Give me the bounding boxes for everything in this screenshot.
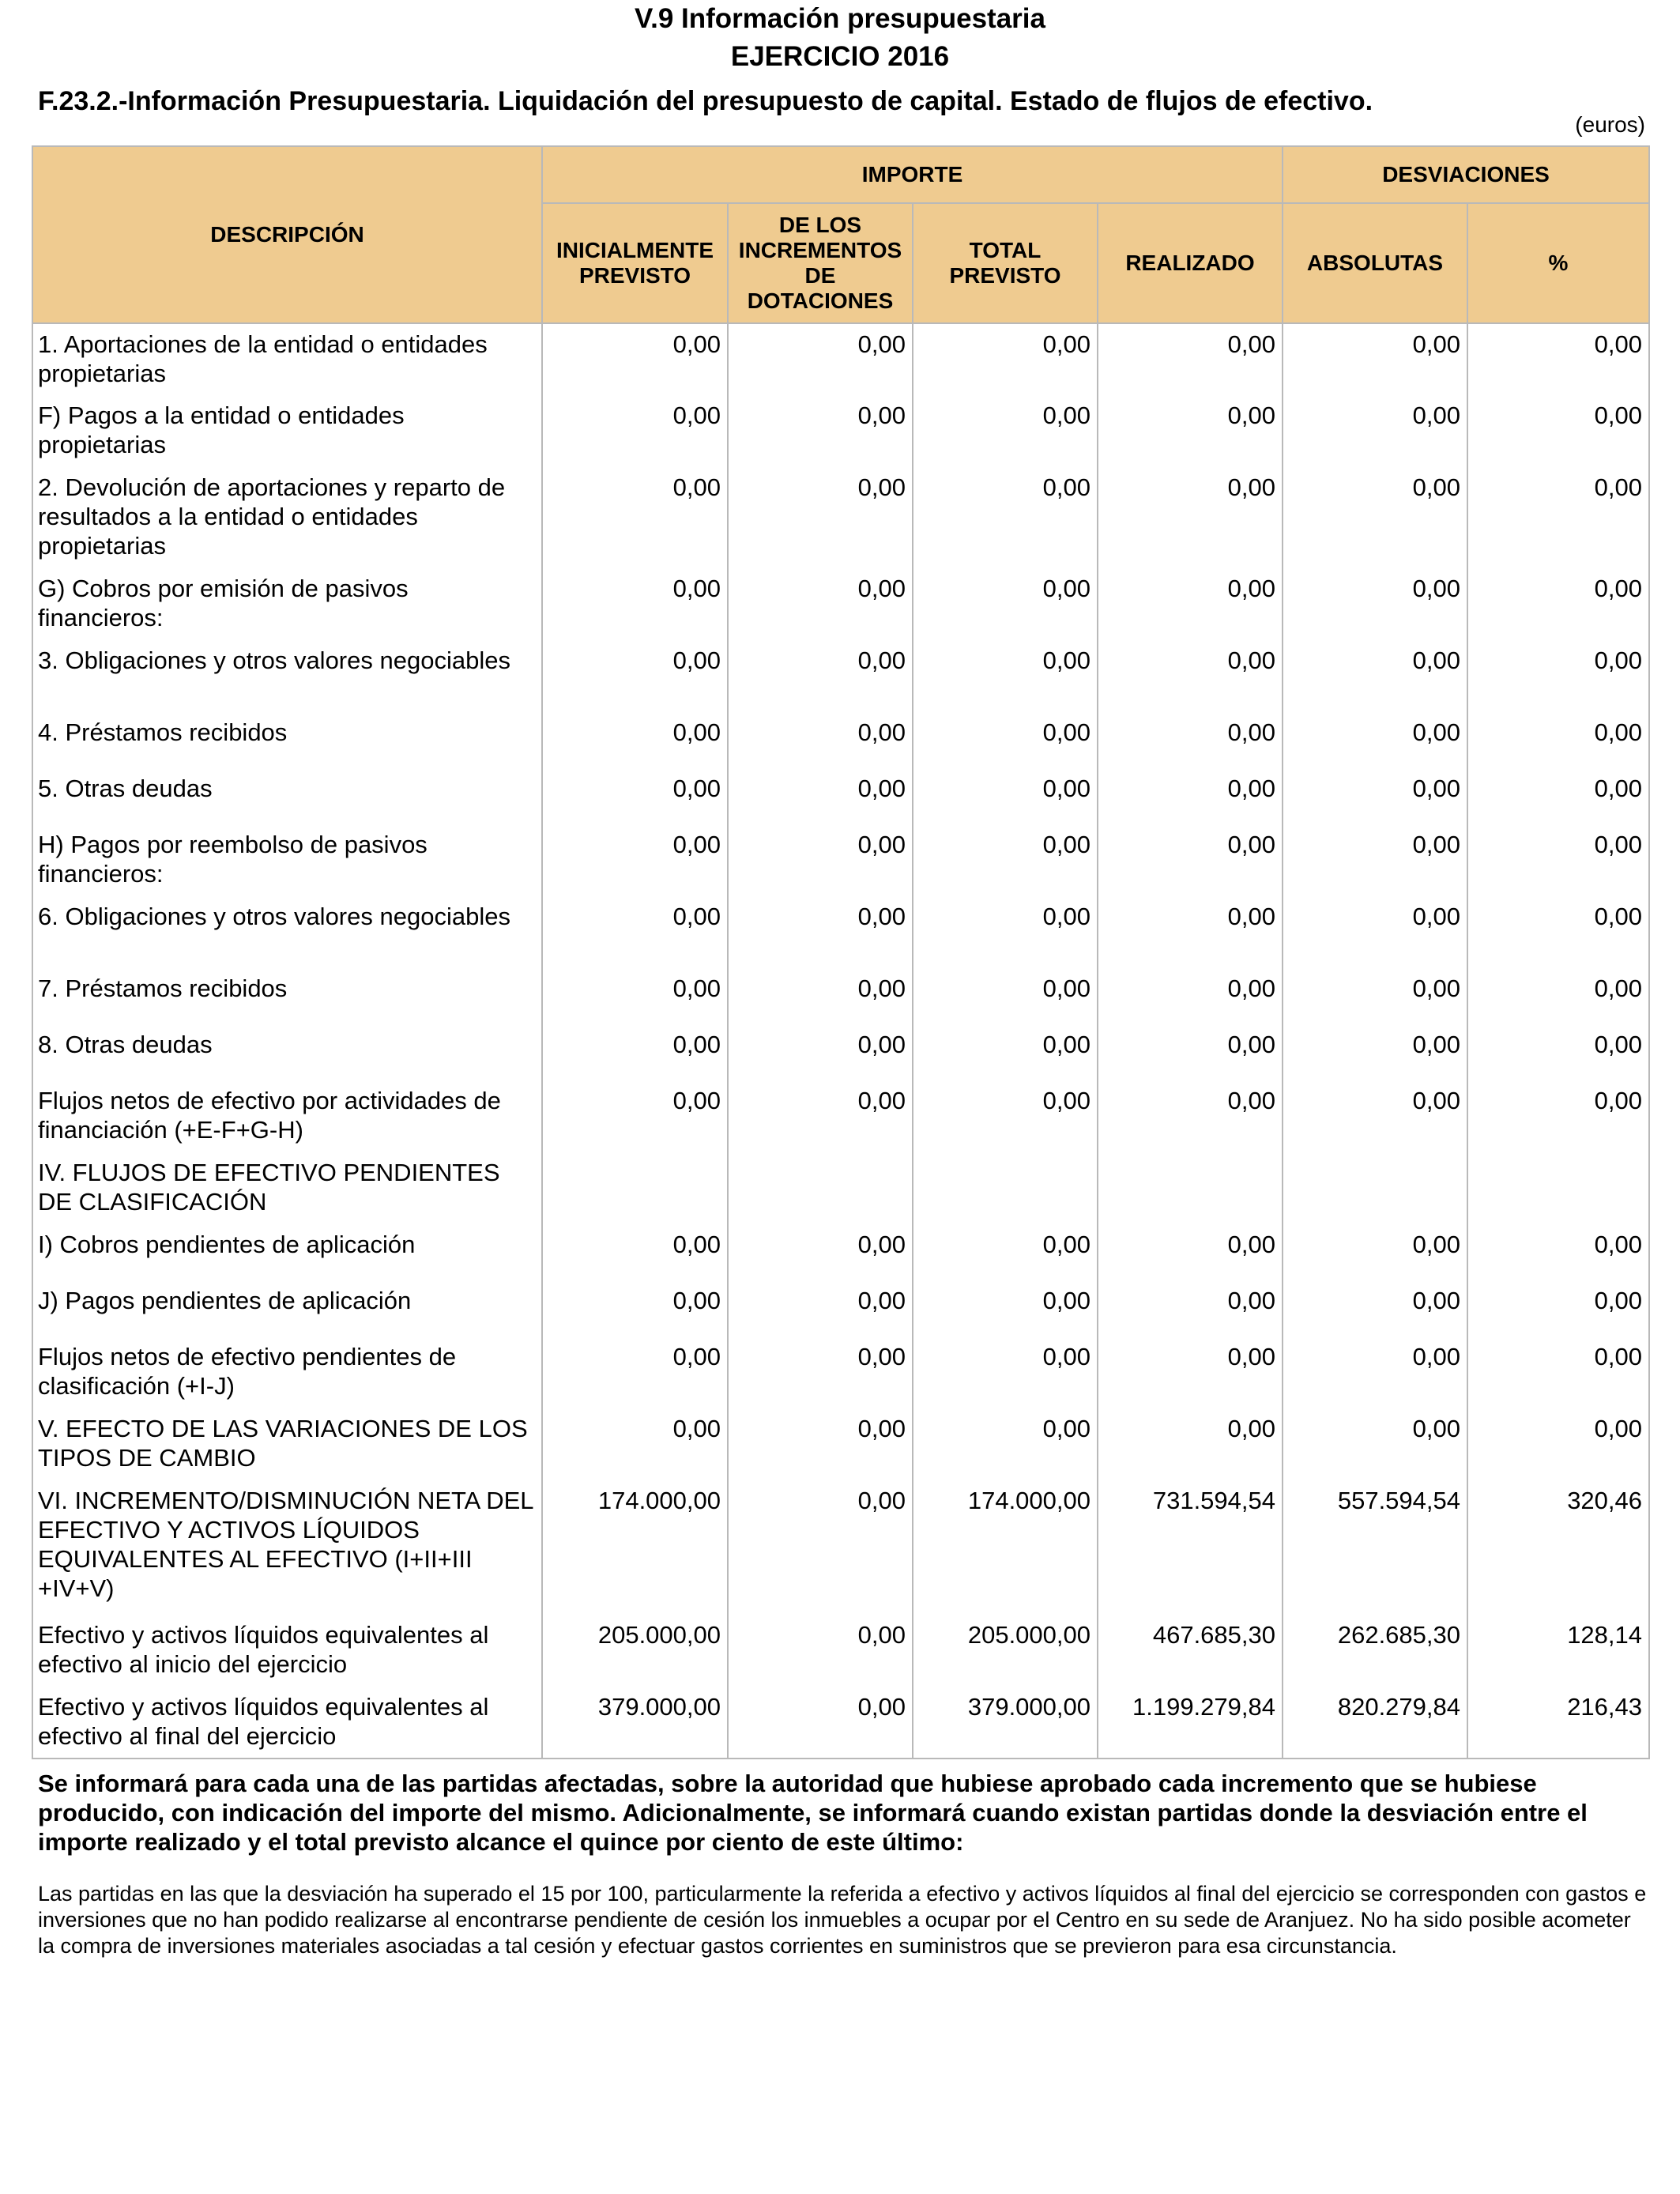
row-value: 0,00 — [1098, 1280, 1283, 1336]
row-value: 0,00 — [913, 467, 1098, 568]
table-row — [32, 1615, 1649, 1687]
row-value: 0,00 — [728, 467, 913, 568]
row-description: H) Pagos por reembolso de pasivos financieros: — [32, 824, 542, 896]
row-value: 0,00 — [1467, 1024, 1649, 1080]
row-value: 0,00 — [1283, 768, 1467, 824]
row-value: 557.594,54 — [1283, 1480, 1467, 1615]
row-value — [1467, 1152, 1649, 1224]
row-value: 0,00 — [1098, 768, 1283, 824]
table-row — [32, 1480, 1649, 1615]
row-description: J) Pagos pendientes de aplicación — [32, 1280, 542, 1336]
col-header-incrementos: DE LOS INCREMENTOS DE DOTACIONES — [728, 203, 913, 323]
row-value: 0,00 — [728, 824, 913, 896]
row-value: 0,00 — [1283, 1336, 1467, 1408]
table-row — [32, 824, 1649, 896]
row-value: 0,00 — [1467, 896, 1649, 968]
row-value: 0,00 — [728, 1615, 913, 1687]
row-value: 0,00 — [913, 712, 1098, 768]
currency-unit: (euros) — [1575, 112, 1645, 137]
col-header-realizado: REALIZADO — [1098, 203, 1283, 323]
row-description: Flujos netos de efectivo por actividades de financiación (+E-F+G-H) — [32, 1080, 542, 1152]
col-header-total-previsto: TOTAL PREVISTO — [913, 203, 1098, 323]
row-value: 320,46 — [1467, 1480, 1649, 1615]
row-value: 0,00 — [1098, 896, 1283, 968]
row-value: 0,00 — [913, 1280, 1098, 1336]
row-value: 0,00 — [913, 768, 1098, 824]
row-value: 0,00 — [1283, 395, 1467, 467]
row-value: 0,00 — [542, 1408, 728, 1480]
row-value: 0,00 — [728, 968, 913, 1024]
row-value: 0,00 — [728, 1687, 913, 1759]
row-value: 1.199.279,84 — [1098, 1687, 1283, 1759]
row-value: 0,00 — [1098, 968, 1283, 1024]
row-value: 0,00 — [542, 1336, 728, 1408]
row-description: 3. Obligaciones y otros valores negociables — [32, 640, 542, 712]
row-value: 0,00 — [1467, 1408, 1649, 1480]
row-value: 0,00 — [913, 640, 1098, 712]
row-value: 0,00 — [1283, 1024, 1467, 1080]
row-value: 0,00 — [1098, 824, 1283, 896]
row-value: 0,00 — [1098, 1024, 1283, 1080]
row-description: I) Cobros pendientes de aplicación — [32, 1224, 542, 1280]
col-header-percent: % — [1467, 203, 1649, 323]
row-description: 7. Préstamos recibidos — [32, 968, 542, 1024]
row-value: 128,14 — [1467, 1615, 1649, 1687]
row-value: 0,00 — [1098, 323, 1283, 395]
row-value: 0,00 — [728, 1336, 913, 1408]
row-description: Flujos netos de efectivo pendientes de clasificación (+I-J) — [32, 1336, 542, 1408]
row-value: 0,00 — [542, 1224, 728, 1280]
row-value: 0,00 — [1098, 1080, 1283, 1152]
row-value: 0,00 — [1467, 467, 1649, 568]
row-value: 0,00 — [542, 824, 728, 896]
table-row — [32, 968, 1649, 1024]
row-value — [1098, 1152, 1283, 1224]
row-value: 0,00 — [1467, 1336, 1649, 1408]
table-row — [32, 395, 1649, 467]
row-value: 0,00 — [1098, 1336, 1283, 1408]
row-description: 2. Devolución de aportaciones y reparto de resultados a la entidad o entidades propietarias — [32, 467, 542, 568]
table-row — [32, 1152, 1649, 1224]
row-value: 0,00 — [728, 395, 913, 467]
row-value: 0,00 — [728, 768, 913, 824]
col-header-absolutas: ABSOLUTAS — [1283, 203, 1467, 323]
row-value: 0,00 — [728, 1280, 913, 1336]
row-value: 0,00 — [913, 824, 1098, 896]
row-value: 731.594,54 — [1098, 1480, 1283, 1615]
table-row — [32, 1280, 1649, 1336]
section-title: V.9 Información presupuestaria — [635, 3, 1045, 34]
row-value: 0,00 — [1098, 568, 1283, 640]
row-value: 205.000,00 — [913, 1615, 1098, 1687]
row-value: 379.000,00 — [542, 1687, 728, 1759]
row-value: 0,00 — [728, 896, 913, 968]
table-row — [32, 640, 1649, 712]
row-value: 0,00 — [913, 323, 1098, 395]
row-description: Efectivo y activos líquidos equivalentes al efectivo al inicio del ejercicio — [32, 1615, 542, 1687]
row-value: 0,00 — [1283, 824, 1467, 896]
row-value — [913, 1152, 1098, 1224]
row-value: 0,00 — [728, 712, 913, 768]
row-value: 0,00 — [1467, 1080, 1649, 1152]
row-value: 0,00 — [1467, 640, 1649, 712]
row-value: 262.685,30 — [1283, 1615, 1467, 1687]
table-row — [32, 768, 1649, 824]
row-value: 0,00 — [1283, 1080, 1467, 1152]
row-value: 0,00 — [542, 768, 728, 824]
row-description: G) Cobros por emisión de pasivos financieros: — [32, 568, 542, 640]
row-value: 205.000,00 — [542, 1615, 728, 1687]
row-value: 0,00 — [913, 896, 1098, 968]
row-value: 0,00 — [542, 1024, 728, 1080]
row-description: Efectivo y activos líquidos equivalentes al efectivo al final del ejercicio — [32, 1687, 542, 1759]
table-row — [32, 1336, 1649, 1408]
row-value: 0,00 — [913, 1336, 1098, 1408]
row-value: 0,00 — [1467, 1224, 1649, 1280]
row-value: 174.000,00 — [913, 1480, 1098, 1615]
table-row — [32, 712, 1649, 768]
row-description: V. EFECTO DE LAS VARIACIONES DE LOS TIPOS DE CAMBIO — [32, 1408, 542, 1480]
row-value: 0,00 — [728, 323, 913, 395]
row-value: 0,00 — [542, 640, 728, 712]
row-value: 0,00 — [728, 1224, 913, 1280]
table-row — [32, 323, 1649, 395]
row-description: 1. Aportaciones de la entidad o entidades propietarias — [32, 323, 542, 395]
row-value: 0,00 — [1283, 568, 1467, 640]
row-value: 0,00 — [1467, 1280, 1649, 1336]
row-value: 174.000,00 — [542, 1480, 728, 1615]
col-header-description: DESCRIPCIÓN — [32, 146, 542, 323]
table-row — [32, 1024, 1649, 1080]
row-value: 0,00 — [542, 568, 728, 640]
row-description: 5. Otras deudas — [32, 768, 542, 824]
row-value: 0,00 — [1283, 712, 1467, 768]
row-value: 0,00 — [1467, 323, 1649, 395]
table-body — [32, 323, 1649, 1759]
row-value: 0,00 — [728, 1480, 913, 1615]
row-value: 0,00 — [728, 1024, 913, 1080]
row-value — [728, 1152, 913, 1224]
row-value: 0,00 — [913, 1080, 1098, 1152]
group-header-importe: IMPORTE — [542, 146, 1283, 203]
row-value: 0,00 — [1098, 395, 1283, 467]
row-value: 0,00 — [1283, 1224, 1467, 1280]
fiscal-year-title: EJERCICIO 2016 — [730, 41, 950, 72]
row-value: 0,00 — [913, 1024, 1098, 1080]
row-value: 0,00 — [1467, 568, 1649, 640]
row-value: 0,00 — [1098, 640, 1283, 712]
row-description: 4. Préstamos recibidos — [32, 712, 542, 768]
row-description: F) Pagos a la entidad o entidades propietarias — [32, 395, 542, 467]
row-value: 0,00 — [728, 640, 913, 712]
instruction-note: Se informará para cada una de las partidas afectadas, sobre la autoridad que hubiese aprobado cada incremento que se hubiese producido, con indicación del importe del mismo. Adicionalmente, se informará cuando existan partidas donde la desviación entre el importe realizado y el total previsto alcance el quince por ciento de este último: — [38, 1770, 1588, 1856]
row-description: 6. Obligaciones y otros valores negociables — [32, 896, 542, 968]
row-value: 0,00 — [1283, 467, 1467, 568]
row-value: 0,00 — [1283, 1280, 1467, 1336]
row-value: 0,00 — [1283, 1408, 1467, 1480]
row-value: 216,43 — [1467, 1687, 1649, 1759]
table-row — [32, 1408, 1649, 1480]
row-description: VI. INCREMENTO/DISMINUCIÓN NETA DEL EFECTIVO Y ACTIVOS LÍQUIDOS EQUIVALENTES AL EFECTIVO (I+II+III +IV+V) — [32, 1480, 542, 1615]
table-row — [32, 1224, 1649, 1280]
row-value: 0,00 — [1467, 768, 1649, 824]
row-value: 820.279,84 — [1283, 1687, 1467, 1759]
cash-flow-table — [32, 145, 1650, 1759]
row-value: 0,00 — [542, 323, 728, 395]
row-value: 0,00 — [1283, 968, 1467, 1024]
row-value: 0,00 — [1283, 323, 1467, 395]
row-value — [1283, 1152, 1467, 1224]
row-value: 0,00 — [542, 467, 728, 568]
row-value: 0,00 — [1467, 968, 1649, 1024]
row-value: 0,00 — [913, 968, 1098, 1024]
row-value: 0,00 — [542, 896, 728, 968]
table-row — [32, 896, 1649, 968]
row-value: 0,00 — [1098, 712, 1283, 768]
row-value: 0,00 — [913, 568, 1098, 640]
row-value: 0,00 — [1283, 640, 1467, 712]
table-row — [32, 568, 1649, 640]
group-header-desviaciones: DESVIACIONES — [1283, 146, 1649, 203]
table-row — [32, 1080, 1649, 1152]
row-value: 0,00 — [542, 968, 728, 1024]
row-value: 0,00 — [1098, 467, 1283, 568]
row-value: 0,00 — [1283, 896, 1467, 968]
row-value: 0,00 — [728, 1080, 913, 1152]
row-value: 467.685,30 — [1098, 1615, 1283, 1687]
row-value: 0,00 — [1467, 712, 1649, 768]
report-subtitle: F.23.2.-Información Presupuestaria. Liquidación del presupuesto de capital. Estado de flujos de efectivo. — [38, 86, 1373, 116]
row-value: 0,00 — [542, 712, 728, 768]
row-value: 0,00 — [728, 568, 913, 640]
row-value: 0,00 — [728, 1408, 913, 1480]
row-value: 0,00 — [913, 1408, 1098, 1480]
table-row — [32, 467, 1649, 568]
table-row — [32, 1687, 1649, 1759]
row-value: 0,00 — [913, 1224, 1098, 1280]
row-value: 0,00 — [1467, 824, 1649, 896]
row-value: 0,00 — [542, 1080, 728, 1152]
row-description: IV. FLUJOS DE EFECTIVO PENDIENTES DE CLASIFICACIÓN — [32, 1152, 542, 1224]
row-value: 0,00 — [1098, 1224, 1283, 1280]
row-value: 0,00 — [1098, 1408, 1283, 1480]
explanation-note: Las partidas en las que la desviación ha superado el 15 por 100, particularmente la referida a efectivo y activos líquidos al final del ejercicio se corresponden con gastos e inversiones que no han podido realizarse al encontrarse pendiente de cesión los inmuebles a ocupar por el Centro en su sede de Aranjuez. No ha sido posible acometer la compra de inversiones materiales asociadas a tal cesión y efectuar gastos corrientes en suministros que se previeron para esa circunstancia. — [38, 1882, 1647, 1958]
row-description: 8. Otras deudas — [32, 1024, 542, 1080]
row-value: 379.000,00 — [913, 1687, 1098, 1759]
row-value — [542, 1152, 728, 1224]
row-value: 0,00 — [1467, 395, 1649, 467]
row-value: 0,00 — [542, 395, 728, 467]
row-value: 0,00 — [542, 1280, 728, 1336]
col-header-inicialmente-previsto: INICIALMENTE PREVISTO — [542, 203, 728, 323]
row-value: 0,00 — [913, 395, 1098, 467]
